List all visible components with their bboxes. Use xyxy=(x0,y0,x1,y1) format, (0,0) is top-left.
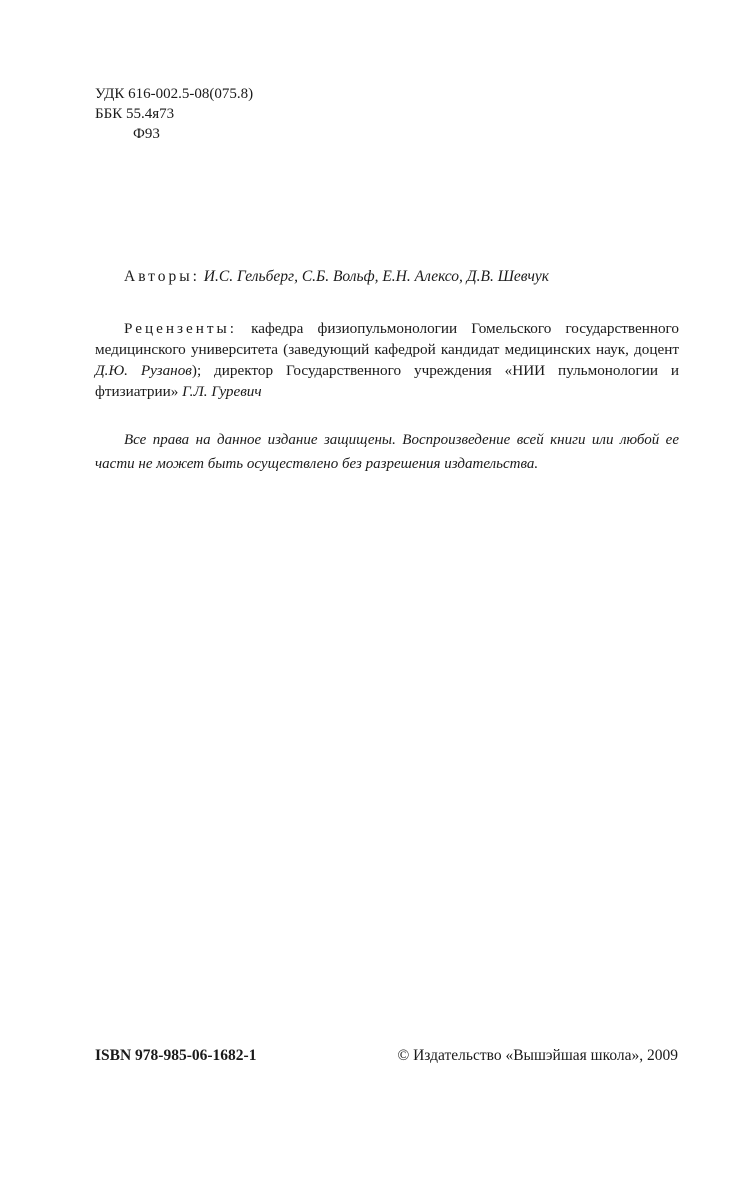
bbk-code: ББК 55.4я73 xyxy=(95,106,175,122)
author-mark: Ф93 xyxy=(133,126,160,142)
authors-label: Авторы: xyxy=(124,268,200,285)
rights-notice: Все права на данное издание защищены. Воспроизведение всей книги или любой ее части не может быть осуществлено без разрешения издательства. xyxy=(95,432,679,472)
authors-names: И.С. Гельберг, С.Б. Вольф, Е.Н. Алексо, Д.В. Шевчук xyxy=(203,268,550,285)
isbn: ISBN 978-985-06-1682-1 xyxy=(95,1047,257,1064)
reviewers-label: Рецензенты: xyxy=(124,320,237,337)
reviewers-paragraph xyxy=(95,318,679,402)
reviewer-name-2: Г.Л. Гуревич xyxy=(182,383,262,400)
catalog-block xyxy=(95,84,253,144)
udk-code: УДК 616-002.5-08(075.8) xyxy=(95,86,254,102)
copyright: © Издательство «Вышэйшая школа», 2009 xyxy=(397,1047,678,1064)
reviewers-text-part1: кафедра физиопульмонологии Гомельского государственного медицинского университета (заведующий кафедрой кандидат медицинских наук, доцент xyxy=(95,320,679,358)
authors-line xyxy=(124,267,549,287)
reviewers-text-part2: ); директор Государственного учреждения «НИИ пульмонологии и фтизиатрии» xyxy=(95,362,679,400)
reviewer-name-1: Д.Ю. Рузанов xyxy=(95,362,192,379)
